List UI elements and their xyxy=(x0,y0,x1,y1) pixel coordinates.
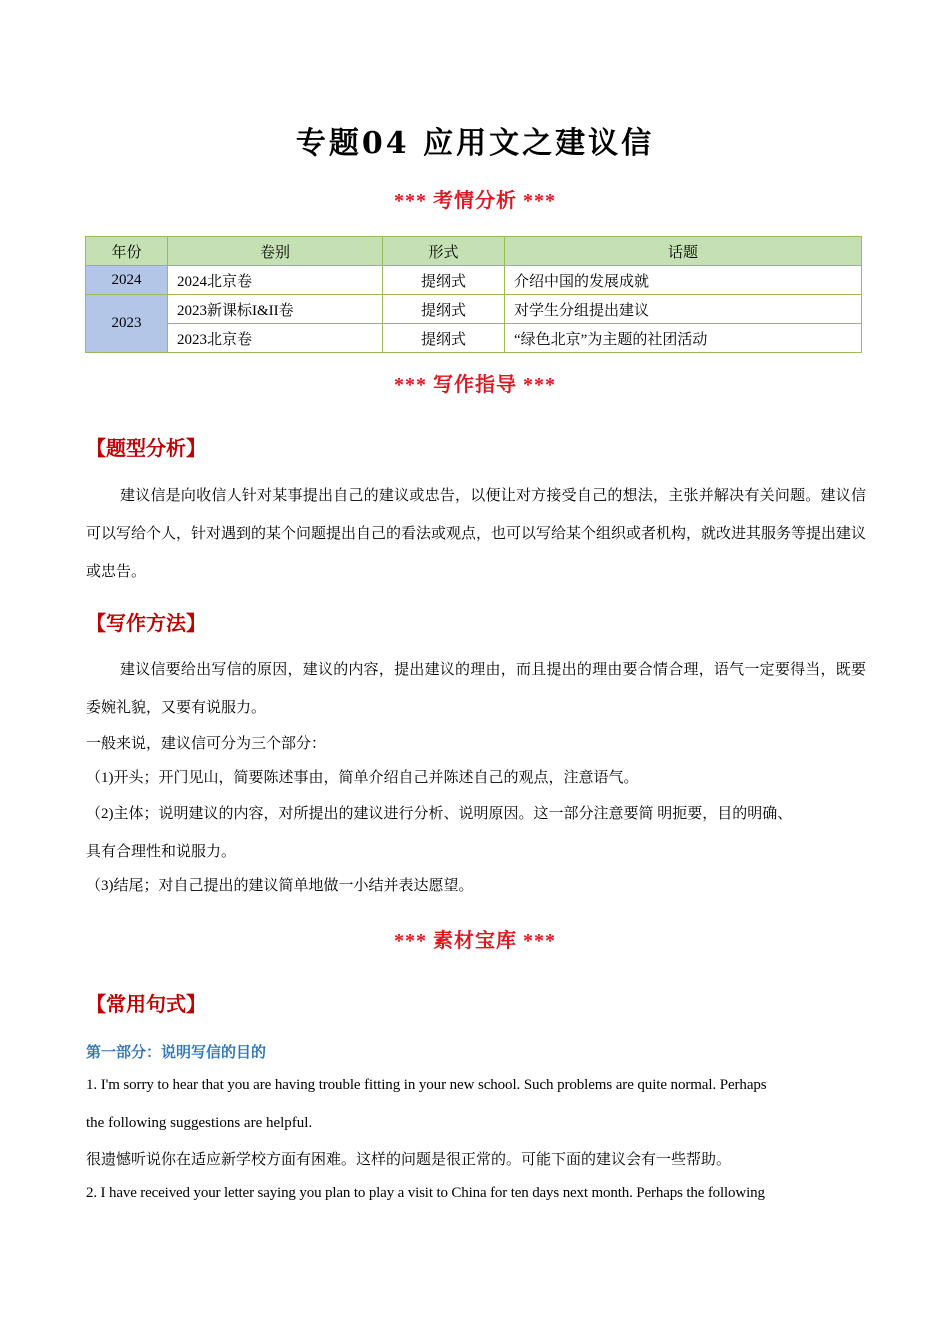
section-exam-analysis: *** 考情分析 *** xyxy=(394,190,556,212)
header-form: 形式 xyxy=(383,237,505,266)
table-row xyxy=(86,266,862,295)
paper-cell: 2023新课标I&II卷 xyxy=(168,295,383,324)
sentence-1-translation: 很遗憾听说你在适应新学校方面有困难。这样的问题是很正常的。可能下面的建议会有一些帮助。 xyxy=(86,1152,732,1168)
form-cell: 提纲式 xyxy=(383,266,505,295)
header-year: 年份 xyxy=(86,237,168,266)
method-part-3: （3)结尾；对自己提出的建议简单地做一小结并表达愿望。 xyxy=(86,878,474,894)
method-intro: 一般来说，建议信可分为三个部分： xyxy=(86,736,327,752)
sentence-2: 2. I have received your letter saying you plan to play a visit to China for ten days next month. Perhaps the following xyxy=(86,1185,765,1201)
paper-cell: 2023北京卷 xyxy=(168,324,383,353)
sentence-1: 1. I'm sorry to hear that you are having trouble fitting in your new school. Such problems are quite normal. Perhaps xyxy=(86,1077,767,1093)
header-topic: 话题 xyxy=(505,237,862,266)
year-cell: 2024 xyxy=(86,266,168,295)
topic-cell: 介绍中国的发展成就 xyxy=(505,266,862,295)
method-part-1: （1)开头；开门见山，简要陈述事由，简单介绍自己并陈述自己的观点，注意语气。 xyxy=(86,770,639,786)
sentence-1-cont: the following suggestions are helpful. xyxy=(86,1115,313,1131)
method-part-2-cont: 具有合理性和说服力。 xyxy=(86,844,237,860)
exam-table xyxy=(85,236,862,353)
form-cell: 提纲式 xyxy=(383,324,505,353)
subheading-part-1: 第一部分：说明写信的目的 xyxy=(86,1043,267,1061)
header-paper: 卷别 xyxy=(168,237,383,266)
heading-type-analysis: 【题型分析】 xyxy=(86,436,206,460)
table-header-row xyxy=(86,237,862,266)
heading-common-sentences: 【常用句式】 xyxy=(86,992,206,1016)
method-text: 建议信要给出写信的原因，建议的内容，提出建议的理由，而且提出的理由要合情合理，语气一定要得当，既要委婉礼貌，又要有说服力。 xyxy=(86,662,866,716)
section-writing-guide: *** 写作指导 *** xyxy=(394,374,556,396)
type-analysis-text: 建议信是向收信人针对某事提出自己的建议或忠告，以便让对方接受自己的想法，主张并解决有关问题。建议信可以写给个人，针对遇到的某个问题提出自己的看法或观点，也可以写给某个组织或者机构，就改进其服务等提出建议或忠告。 xyxy=(86,488,867,580)
heading-writing-method: 【写作方法】 xyxy=(86,611,206,635)
table-row xyxy=(86,295,862,324)
form-cell: 提纲式 xyxy=(383,295,505,324)
paper-cell: 2024北京卷 xyxy=(168,266,383,295)
page-title: 专题04 应用文之建议信 xyxy=(295,126,655,161)
topic-cell: 对学生分组提出建议 xyxy=(505,295,862,324)
year-cell: 2023 xyxy=(86,295,168,353)
topic-cell: “绿色北京”为主题的社团活动 xyxy=(505,324,862,353)
table-row xyxy=(86,324,862,353)
section-materials: *** 素材宝库 *** xyxy=(394,930,556,952)
method-part-2: （2)主体；说明建议的内容，对所提出的建议进行分析、说明原因。这一部分注意要简 明扼要，目的明确、 xyxy=(86,806,793,822)
